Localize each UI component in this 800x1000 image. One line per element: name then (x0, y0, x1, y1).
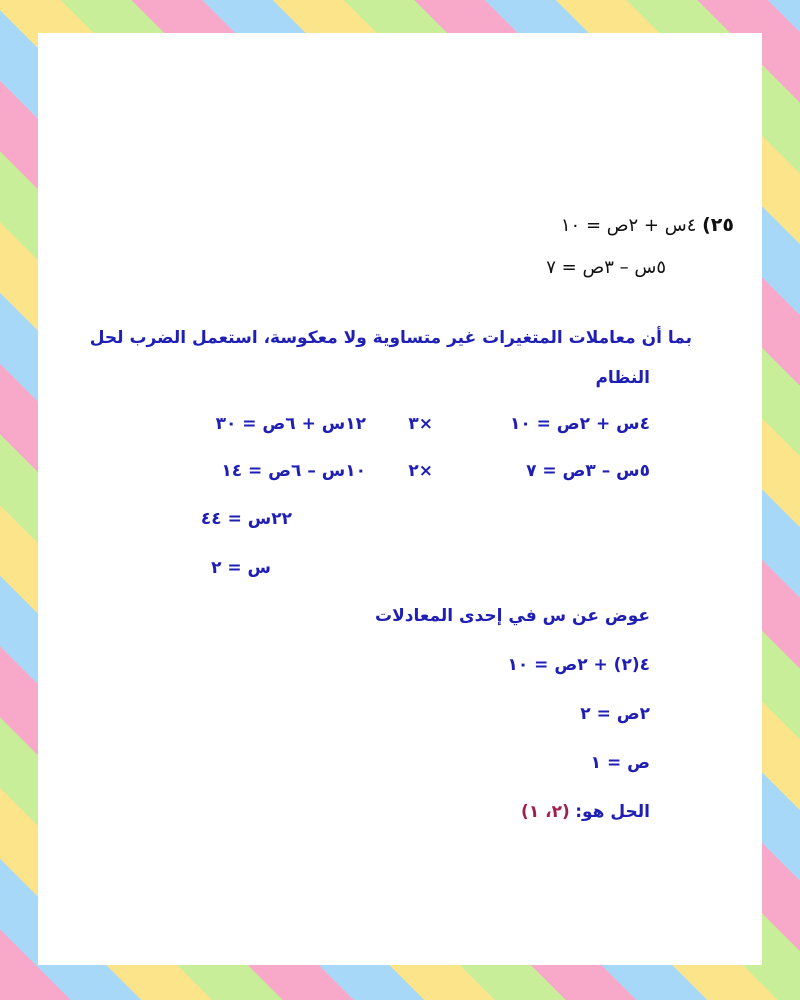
equation-1: ٤س + ٢ص = ١٠ (560, 215, 697, 236)
step-row-2-result: ١٠س – ٦ص = ١٤ (221, 461, 366, 481)
equation-2: ٥س – ٣ص = ٧ (546, 257, 666, 278)
step-row-2-multiplier: ×٢ (408, 461, 433, 481)
problem-number: ٢٥) (702, 214, 734, 236)
substitute-label: عوض عن س في إحدى المعادلات (375, 606, 650, 626)
step-row-1-multiplier: ×٣ (408, 414, 433, 434)
intro-line-2: النظام (595, 368, 650, 388)
sum-equation: ٢٢س = ٤٤ (200, 509, 292, 529)
substitution-step-1: ٤(٢) + ٢ص = ١٠ (507, 655, 650, 675)
worksheet-card (38, 33, 762, 965)
problem-equation-2 (546, 256, 666, 280)
x-value: س = ٢ (211, 558, 271, 578)
step-row-1-original: ٤س + ٢ص = ١٠ (509, 414, 650, 434)
answer-label: الحل هو: (575, 802, 650, 822)
problem-equation-1 (561, 213, 734, 238)
substitution-step-3: ص = ١ (590, 753, 650, 773)
answer-line (521, 800, 650, 824)
answer-value: (٢، ١) (521, 802, 570, 822)
step-row-1-result: ١٢س + ٦ص = ٣٠ (215, 414, 366, 434)
step-row-2-original: ٥س – ٣ص = ٧ (526, 461, 650, 481)
substitution-step-2: ٢ص = ٢ (580, 704, 650, 724)
intro-line-1: بما أن معاملات المتغيرات غير متساوية ولا معكوسة، استعمل الضرب لحل (89, 328, 692, 348)
